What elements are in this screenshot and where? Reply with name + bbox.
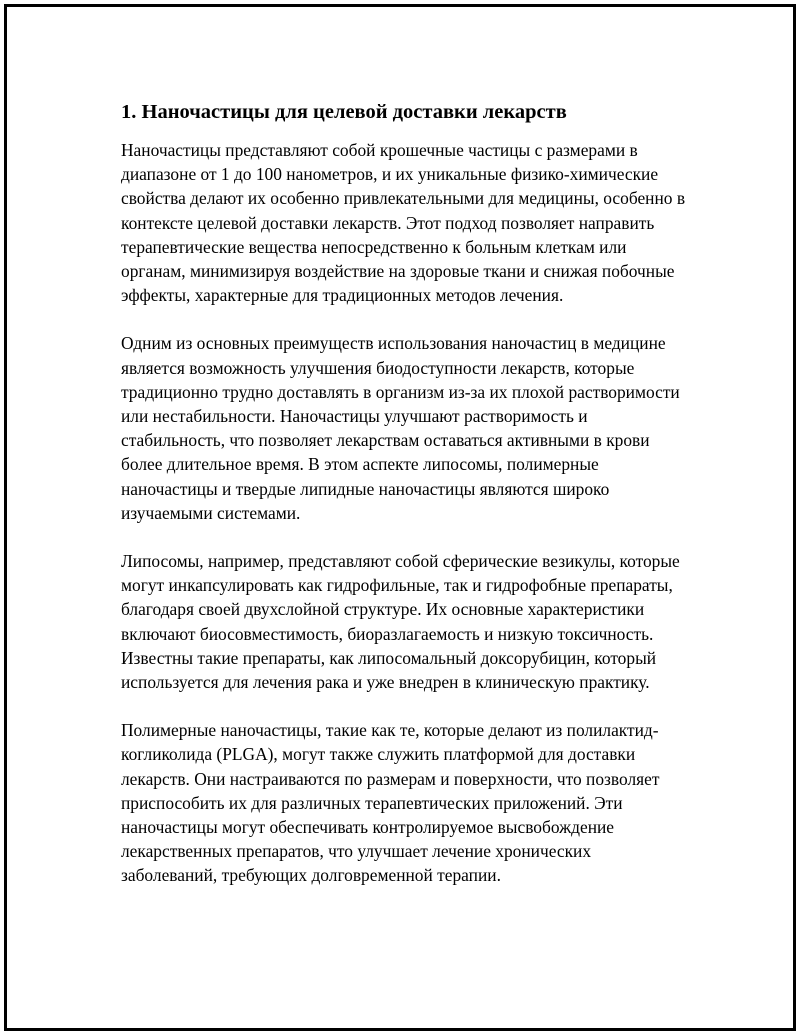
paragraph-liposomes: Липосомы, например, представляют собой сферические везикулы, которые могут инкапсулировать как гидрофильные, так и гидрофобные препараты, благодаря своей двухслойной структуре. Их основные характеристики включают биосовместимость, биоразлагаемость и низкую токсичность. Известны такие препараты, как липосомальный доксорубицин, который используется для лечения рака и уже внедрен в клиническую практику. xyxy=(121,551,680,693)
document-page xyxy=(4,4,796,1031)
document-body xyxy=(121,99,691,912)
paragraph-bioavailability: Одним из основных преимуществ использования наночастиц в медицине является возможность улучшения биодоступности лекарств, которые традиционно трудно доставлять в организм из-за их плохой растворимости или нестабильности. Наночастицы улучшают растворимость и стабильность, что позволяет лекарствам оставаться активными в крови более длительное время. В этом аспекте липосомы, полимерные наночастицы и твердые липидные наночастицы являются широко изучаемыми системами. xyxy=(121,333,680,523)
paragraph-polymer-nanoparticles: Полимерные наночастицы, такие как те, которые делают из полилактид-когликолида (PLGA), могут также служить платформой для доставки лекарств. Они настраиваются по размерам и поверхности, что позволяет приспособить их для различных терапевтических приложений. Эти наночастицы могут обеспечивать контролируемое высвобождение лекарственных препаратов, что улучшает лечение хронических заболеваний, требующих долговременной терапии. xyxy=(121,720,660,886)
section-heading: 1. Наночастицы для целевой доставки лекарств xyxy=(121,101,567,123)
paragraph-intro: Наночастицы представляют собой крошечные частицы с размерами в диапазоне от 1 до 100 нанометров, и их уникальные физико-химические свойства делают их особенно привлекательными для медицины, особенно в контексте целевой доставки лекарств. Этот подход позволяет направить терапевтические вещества непосредственно к больным клеткам или органам, минимизируя воздействие на здоровые ткани и снижая побочные эффекты, характерные для традиционных методов лечения. xyxy=(121,140,686,306)
